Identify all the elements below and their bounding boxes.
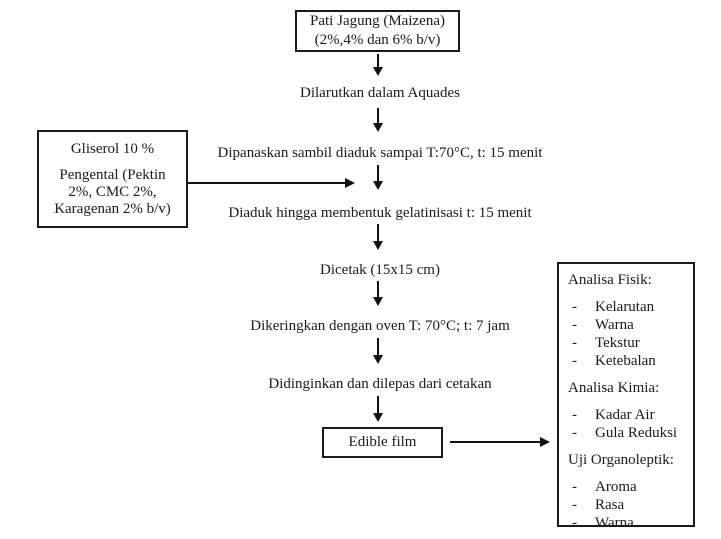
list-item [559, 334, 689, 352]
item-warna-fisik: Warna [595, 317, 634, 333]
item-tekstur: Tekstur [595, 335, 640, 351]
list-item [559, 406, 689, 424]
step-dikeringkan: Dikeringkan dengan oven T: 70°C; t: 7 jam [250, 318, 510, 334]
pati-jagung-box [295, 10, 460, 52]
list-item [559, 298, 689, 316]
item-kadar-air: Kadar Air [595, 407, 655, 423]
analysis-section-kimia [559, 379, 689, 442]
pengental-label: Pengental (Pektin 2%, CMC 2%, Karagenan 2% b/v) [54, 166, 171, 217]
list-item [559, 496, 689, 514]
arrow-down-icon [377, 54, 379, 67]
analysis-section-fisik [559, 271, 689, 370]
step-dicetak: Dicetak (15x15 cm) [320, 262, 440, 278]
gliserol-pengental-box [37, 130, 188, 228]
uji-organoleptik-title: Uji Organoleptik: [568, 452, 674, 468]
arrow-down-icon [377, 396, 379, 413]
analisa-kimia-title: Analisa Kimia: [568, 380, 660, 396]
edible-film-label: Edible film [348, 434, 417, 450]
item-aroma: Aroma [595, 479, 637, 495]
arrow-down-icon [377, 224, 379, 241]
list-item [559, 424, 689, 442]
dash-bullet-icon: - [572, 335, 577, 351]
dash-bullet-icon: - [572, 497, 577, 513]
arrow-down-icon [377, 338, 379, 355]
step-dipanaskan: Dipanaskan sambil diaduk sampai T:70°C, t: 15 menit [217, 145, 543, 161]
analisa-fisik-title: Analisa Fisik: [568, 272, 652, 288]
item-gula-reduksi: Gula Reduksi [595, 425, 678, 441]
analysis-section-organoleptik [559, 451, 689, 532]
list-item [559, 352, 689, 370]
arrow-down-icon [377, 108, 379, 123]
item-kelarutan: Kelarutan [595, 299, 655, 315]
arrow-down-icon [377, 281, 379, 297]
item-rasa: Rasa [595, 497, 625, 513]
item-warna-organoleptik: Warna [595, 515, 634, 531]
arrow-right-icon [450, 441, 540, 443]
arrow-right-icon [188, 182, 345, 184]
list-item [559, 514, 689, 532]
dash-bullet-icon: - [572, 479, 577, 495]
step-didinginkan: Didinginkan dan dilepas dari cetakan [268, 376, 492, 392]
pati-jagung-line2: (2%,4% dan 6% b/v) [314, 32, 441, 48]
list-item [559, 316, 689, 334]
list-item [559, 478, 689, 496]
item-ketebalan: Ketebalan [595, 353, 656, 369]
edible-film-box [322, 427, 443, 458]
dash-bullet-icon: - [572, 317, 577, 333]
dash-bullet-icon: - [572, 299, 577, 315]
analysis-box [557, 262, 695, 531]
dash-bullet-icon: - [572, 425, 577, 441]
dash-bullet-icon: - [572, 515, 577, 531]
dash-bullet-icon: - [572, 407, 577, 423]
pati-jagung-line1: Pati Jagung (Maizena) [310, 13, 445, 29]
gliserol-label: Gliserol 10 % [70, 140, 155, 157]
step-diaduk: Diaduk hingga membentuk gelatinisasi t: 15 menit [228, 205, 532, 221]
dash-bullet-icon: - [572, 353, 577, 369]
step-dilarutkan: Dilarutkan dalam Aquades [300, 85, 460, 101]
arrow-down-icon [377, 165, 379, 181]
